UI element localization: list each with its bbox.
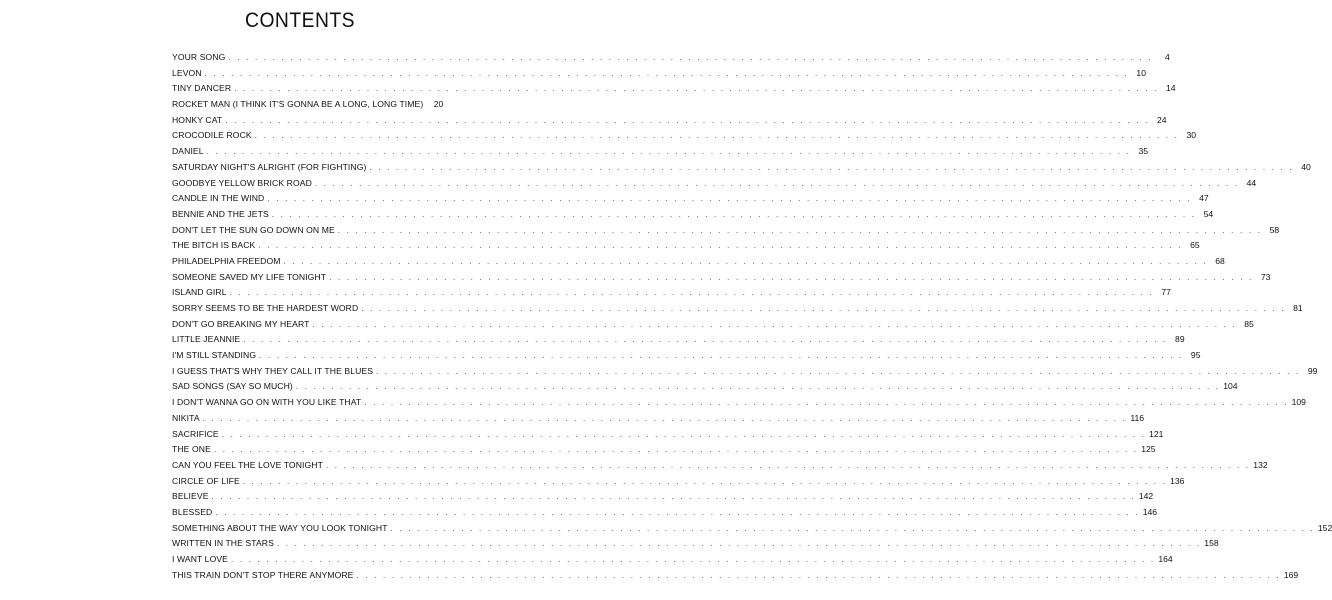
page-number: 132: [1253, 459, 1268, 470]
toc-entry: [172, 191, 1209, 207]
page-title: CONTENTS: [245, 9, 355, 32]
toc-entry: [172, 536, 1219, 552]
song-title: ROCKET MAN (I THINK IT'S GONNA BE A LONG, LONG TIME): [172, 99, 424, 110]
song-title: THE BITCH IS BACK: [172, 240, 256, 251]
page-number: 73: [1260, 271, 1271, 282]
toc-entry: [172, 50, 1170, 66]
page-number: 30: [1186, 130, 1197, 141]
song-title: PHILADELPHIA FREEDOM: [172, 255, 281, 266]
dot-leader: [230, 285, 1154, 301]
toc-entry: [172, 223, 1280, 239]
dot-leader: [267, 191, 1191, 207]
song-title: ISLAND GIRL: [172, 287, 227, 298]
page-number: 109: [1291, 397, 1306, 408]
song-title: I WANT LOVE: [172, 554, 229, 564]
page-number: 14: [1165, 83, 1176, 94]
toc-entry: [172, 160, 1311, 176]
page-number: 24: [1157, 114, 1167, 125]
dot-leader: [272, 207, 1196, 223]
dot-leader: [376, 364, 1300, 380]
toc-entry: [172, 238, 1200, 254]
dot-leader: [338, 223, 1262, 239]
page-number: 146: [1142, 506, 1158, 517]
page-number: 47: [1199, 193, 1209, 204]
dot-leader: [258, 238, 1182, 254]
toc-entry: [172, 113, 1167, 129]
song-title: BENNIE AND THE JETS: [172, 208, 269, 219]
table-of-contents: [172, 50, 1332, 583]
toc-entry: [172, 552, 1173, 568]
toc-entry: [172, 364, 1318, 380]
dot-leader: [214, 442, 1138, 458]
song-title: THIS TRAIN DON'T STOP THERE ANYMORE: [172, 569, 354, 580]
song-title: DANIEL: [172, 146, 204, 157]
toc-entry: [172, 442, 1156, 458]
dot-leader: [212, 489, 1136, 505]
toc-entry: [172, 427, 1164, 443]
song-title: CIRCLE OF LIFE: [172, 475, 240, 486]
toc-entry: [172, 144, 1148, 160]
song-title: NIKITA: [172, 412, 200, 423]
toc-entry: [172, 458, 1268, 474]
toc-entry: [172, 254, 1225, 270]
page-number: 99: [1307, 365, 1318, 376]
song-title: HONKY CAT: [172, 114, 223, 125]
dot-leader: [243, 474, 1167, 490]
toc-entry: [172, 521, 1332, 537]
page-number: 65: [1190, 240, 1200, 251]
page-number: 4: [1165, 52, 1170, 62]
dot-leader: [391, 521, 1315, 537]
dot-leader: [234, 81, 1158, 97]
dot-leader: [329, 270, 1253, 286]
page-number: 10: [1136, 67, 1146, 78]
dot-leader: [315, 176, 1239, 192]
dot-leader: [222, 427, 1146, 443]
page-number: 35: [1138, 146, 1148, 157]
dot-leader: [259, 348, 1183, 364]
page-number: 44: [1246, 177, 1257, 188]
song-title: WRITTEN IN THE STARS: [172, 538, 274, 549]
page-number: 104: [1223, 381, 1238, 392]
song-title: I'M STILL STANDING: [172, 350, 257, 361]
song-title: I DON'T WANNA GO ON WITH YOU LIKE THAT: [172, 397, 362, 408]
dot-leader: [326, 458, 1250, 474]
song-title: SATURDAY NIGHT'S ALRIGHT (FOR FIGHTING): [172, 161, 367, 172]
toc-entry: [172, 81, 1176, 97]
song-title: TINY DANCER: [172, 83, 232, 94]
song-title: LITTLE JEANNIE: [172, 334, 241, 345]
song-title: GOODBYE YELLOW BRICK ROAD: [172, 177, 312, 188]
page-number: 68: [1215, 255, 1225, 266]
dot-leader: [312, 317, 1236, 333]
dot-leader: [357, 568, 1281, 584]
toc-entry: [172, 270, 1271, 286]
song-title: I GUESS THAT'S WHY THEY CALL IT THE BLUES: [172, 365, 374, 376]
page-number: 77: [1161, 287, 1171, 298]
song-title: SOMEONE SAVED MY LIFE TONIGHT: [172, 271, 327, 282]
toc-entry: [172, 301, 1303, 317]
song-title: CANDLE IN THE WIND: [172, 193, 265, 204]
dot-leader: [296, 379, 1220, 395]
page-number: 116: [1130, 412, 1145, 423]
dot-leader: [225, 113, 1149, 129]
song-title: CAN YOU FEEL THE LOVE TONIGHT: [172, 459, 323, 470]
toc-entry: [172, 128, 1197, 144]
page-number: 40: [1301, 161, 1311, 172]
song-title: BELIEVE: [172, 491, 209, 502]
toc-entry: [172, 332, 1185, 348]
toc-entry: [172, 568, 1299, 584]
dot-leader: [207, 144, 1131, 160]
toc-entry: [172, 474, 1185, 490]
toc-entry: [172, 317, 1254, 333]
dot-leader: [231, 552, 1155, 568]
toc-entry: [172, 207, 1214, 223]
page-number: 58: [1269, 224, 1280, 235]
toc-entry: [172, 489, 1154, 505]
page-number: 89: [1175, 334, 1185, 345]
dot-leader: [228, 50, 1152, 66]
toc-entry: [172, 285, 1171, 301]
song-title: DON'T LET THE SUN GO DOWN ON ME: [172, 224, 335, 235]
page-number: 158: [1204, 538, 1219, 549]
page-number: 20: [433, 99, 444, 110]
dot-leader: [203, 411, 1127, 427]
song-title: CROCODILE ROCK: [172, 130, 252, 141]
page-number: 54: [1203, 208, 1214, 219]
song-title: SOMETHING ABOUT THE WAY YOU LOOK TONIGHT: [172, 522, 388, 533]
song-title: SACRIFICE: [172, 428, 219, 439]
toc-entry: [172, 176, 1257, 192]
dot-leader: [364, 395, 1288, 411]
dot-leader: [284, 254, 1208, 270]
page-number: 152: [1317, 522, 1332, 533]
page-number: 136: [1170, 475, 1185, 486]
dot-leader: [205, 66, 1129, 82]
page-number: 95: [1190, 350, 1201, 361]
page-number: 142: [1138, 491, 1154, 502]
page-number: 164: [1158, 554, 1173, 564]
page-number: 81: [1293, 303, 1303, 313]
dot-leader: [215, 505, 1139, 521]
page-number: 169: [1283, 569, 1299, 580]
page-number: 85: [1244, 318, 1254, 329]
song-title: SORRY SEEMS TO BE THE HARDEST WORD: [172, 303, 359, 313]
toc-entry: [172, 395, 1306, 411]
dot-leader: [369, 160, 1293, 176]
toc-entry: [172, 348, 1201, 364]
toc-entry: [172, 411, 1145, 427]
song-title: SAD SONGS (SAY SO MUCH): [172, 381, 293, 392]
song-title: LEVON: [172, 67, 202, 78]
page-number: 125: [1141, 444, 1156, 455]
song-title: DON'T GO BREAKING MY HEART: [172, 318, 310, 329]
page-number: 121: [1149, 428, 1164, 439]
toc-entry: [172, 505, 1158, 521]
toc-entry: [172, 66, 1146, 82]
song-title: BLESSED: [172, 506, 213, 517]
dot-leader: [277, 536, 1201, 552]
dot-leader: [255, 128, 1179, 144]
song-title: THE ONE: [172, 444, 211, 455]
dot-leader: [243, 332, 1167, 348]
song-title: YOUR SONG: [172, 52, 226, 62]
toc-entry: [172, 97, 444, 113]
toc-entry: [172, 379, 1238, 395]
dot-leader: [361, 301, 1285, 317]
